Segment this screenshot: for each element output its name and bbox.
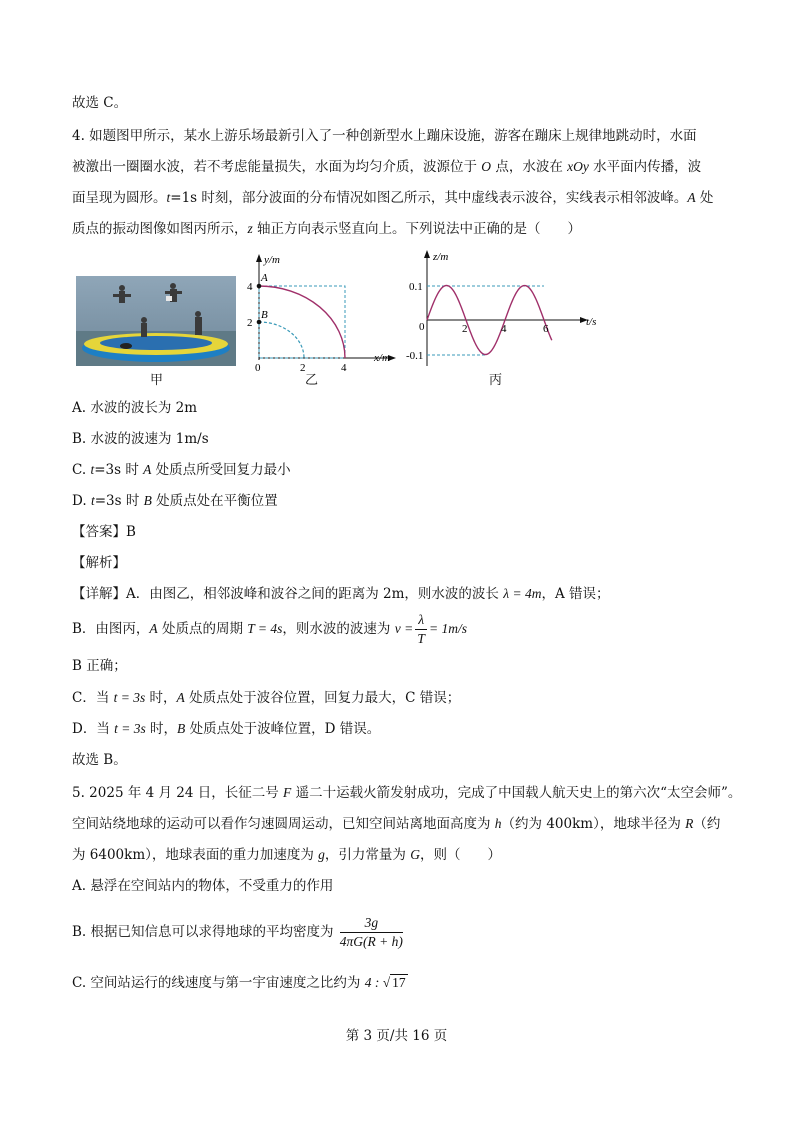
caption-jia: 甲 bbox=[150, 373, 164, 388]
q4-option-d: D. t=3s 时 B 处质点处在平衡位置 bbox=[72, 493, 278, 509]
svg-text:A: A bbox=[261, 272, 268, 284]
q4-detail-5: D．当 t = 3s 时，B 处质点处于波峰位置，D 错误。 bbox=[72, 721, 381, 737]
svg-text:0: 0 bbox=[255, 362, 261, 374]
figure-bing-vibration-graph bbox=[400, 246, 610, 371]
trough-arc bbox=[259, 322, 304, 358]
q5-option-b: B. 根据已知信息可以求得地球的平均密度为 $\frac{3g}{4\pi G(R + h)}$ bbox=[72, 915, 403, 949]
x-axis-label: x/m bbox=[374, 352, 390, 364]
q4-stem-line-3: 面呈现为圆形。t=1s 时刻，部分波面的分布情况如图乙所示，其中虚线表示波谷，实线表示相邻波峰。A 处 bbox=[72, 190, 714, 206]
z-axis-label: z/m bbox=[433, 251, 449, 263]
svg-text:4: 4 bbox=[341, 362, 347, 374]
svg-text:0: 0 bbox=[419, 321, 425, 333]
svg-text:6: 6 bbox=[543, 323, 549, 335]
q4-stem-line-1: 4. 如题图甲所示，某水上游乐场最新引入了一种创新型水上蹦床设施，游客在蹦床上规律地跳动时，水面 bbox=[72, 128, 697, 144]
q4-detail-4: C．当 t = 3s 时，A 处质点处于波谷位置，回复力最大，C 错误； bbox=[72, 690, 461, 706]
figure-yi-wavefronts bbox=[240, 250, 410, 385]
svg-text:4: 4 bbox=[247, 281, 253, 293]
q4-answer: 【答案】B bbox=[72, 524, 136, 540]
page-footer: 第 3 页/共 16 页 bbox=[345, 1028, 448, 1044]
q4-stem-line-4: 质点的振动图像如图丙所示，z 轴正方向表示竖直向上。下列说法中正确的是（ ） bbox=[72, 221, 582, 237]
q4-analysis-heading: 【解析】 bbox=[72, 555, 126, 571]
y-axis-label: y/m bbox=[264, 254, 280, 266]
svg-text:4: 4 bbox=[501, 323, 507, 335]
q4-option-c: C. t=3s 时 A 处质点所受回复力最小 bbox=[72, 462, 291, 478]
svg-text:B: B bbox=[261, 309, 268, 321]
caption-bing: 丙 bbox=[489, 373, 503, 388]
q5-stem-line-2: 空间站绕地球的运动可以看作匀速圆周运动，已知空间站离地面高度为 h（约为 400km），地球半径为 R（约 bbox=[72, 816, 721, 832]
q4-option-b: B. 水波的波速为 1m/s bbox=[72, 431, 209, 447]
q5-option-c: C. 空间站运行的线速度与第一宇宙速度之比约为 4 : √ 17 bbox=[72, 975, 406, 991]
density-fraction: $\frac{3g}{4\pi G(R + h)}$ bbox=[339, 915, 403, 949]
svg-text:0.1: 0.1 bbox=[409, 281, 423, 293]
point-A bbox=[257, 284, 262, 289]
q5-option-a: A. 悬浮在空间站内的物体，不受重力的作用 bbox=[72, 878, 334, 894]
svg-text:2: 2 bbox=[462, 323, 468, 335]
svg-text:2: 2 bbox=[300, 362, 306, 374]
q4-detail-2: B．由图丙，A 处质点的周期 T = 4s，则水波的波速为 v = $\frac{\lambda}{T}$ = 1m/s bbox=[72, 612, 468, 646]
q5-stem-line-1: 5. 2025 年 4 月 24 日，长征二号 F 遥二十运载火箭发射成功，完成了中国载人航天史上的第六次“太空会师”。 bbox=[72, 785, 742, 801]
q4-stem-line-2: 被激出一圈圈水波，若不考虑能量损失，水面为均匀介质，波源位于 O 点，水波在 xOy 水平面内传播，波 bbox=[72, 159, 702, 175]
t-axis-label: t/s bbox=[586, 316, 597, 328]
q5-stem-line-3: 为 6400km），地球表面的重力加速度为 g，引力常量为 G，则（ ） bbox=[72, 847, 501, 863]
q4-option-a: A. 水波的波长为 2m bbox=[72, 400, 198, 416]
caption-yi: 乙 bbox=[305, 373, 319, 388]
q4-conclusion: 故选 B。 bbox=[72, 752, 127, 768]
intro-line: 故选 C。 bbox=[72, 95, 128, 111]
svg-text:2: 2 bbox=[247, 317, 253, 329]
q4-detail-1: 【详解】A．由图乙，相邻波峰和波谷之间的距离为 2m，则水波的波长 λ = 4m，A 错误； bbox=[72, 586, 610, 602]
trampoline-photo bbox=[76, 276, 236, 366]
svg-text:-0.1: -0.1 bbox=[406, 350, 424, 362]
sqrt-symbol: √ 17 bbox=[382, 975, 406, 990]
velocity-fraction: $\frac{\lambda}{T}$ bbox=[415, 611, 427, 648]
q4-detail-3: B 正确； bbox=[72, 658, 127, 674]
